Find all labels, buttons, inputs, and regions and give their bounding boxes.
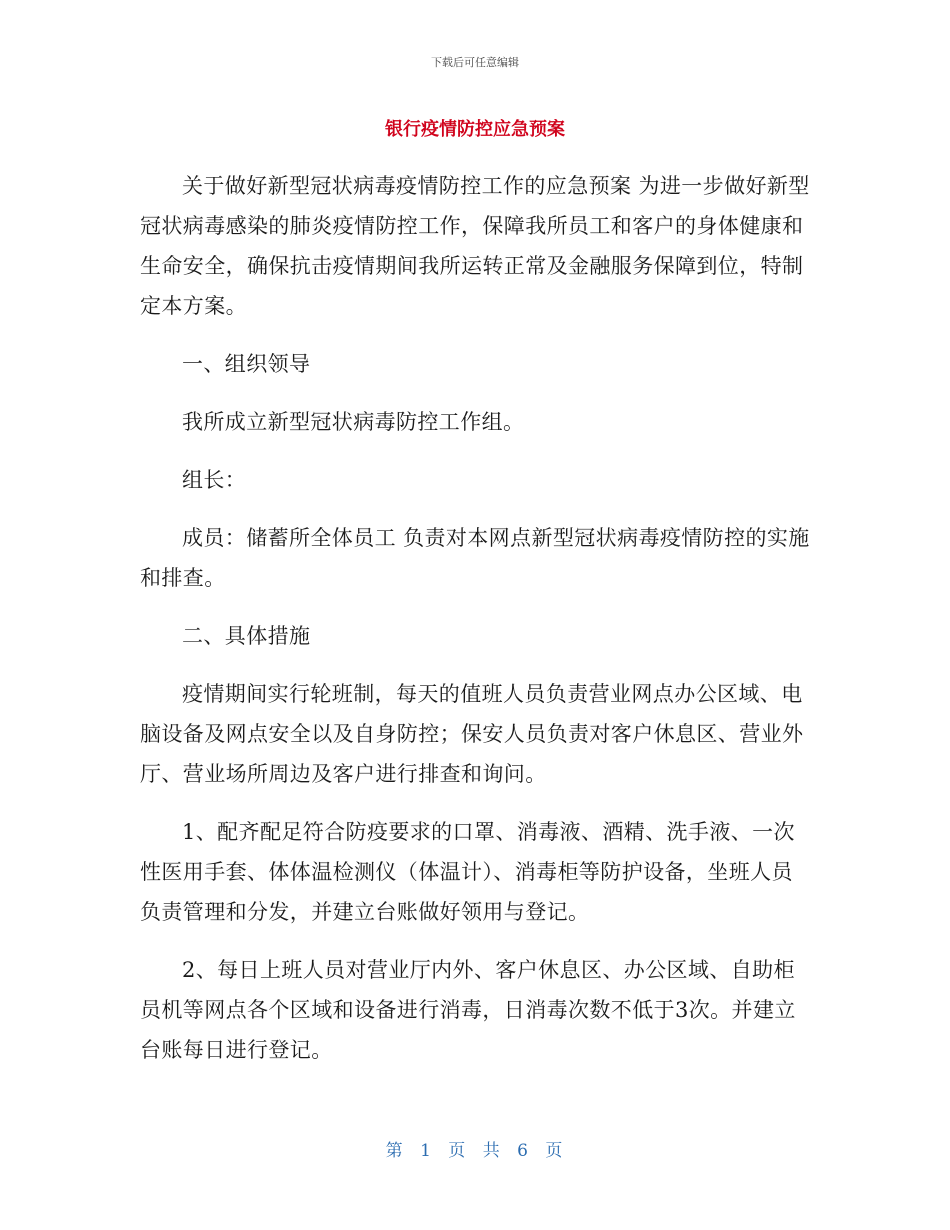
paragraph-disinfection: 2、每日上班人员对营业厅内外、客户休息区、办公区域、自助柜员机等网点各个区域和设备进行消毒，日消毒次数不低于3次。并建立台账每日进行登记。: [140, 958, 796, 1062]
paragraph-shifts: 疫情期间实行轮班制，每天的值班人员负责营业网点办公区域、电脑设备及网点安全以及自身防控；保安人员负责对客户休息区、营业外厅、营业场所周边及客户进行排查和询问。: [140, 682, 804, 786]
paragraph-leader: 组长：: [182, 468, 247, 492]
footer-mid2: 共: [482, 1141, 502, 1161]
header-note: 下载后可任意编辑: [431, 56, 519, 69]
document-body: [140, 166, 812, 1070]
paragraph-supplies: 1、配齐配足符合防疫要求的口罩、消毒液、酒精、洗手液、一次性医用手套、体体温检测仪（体温计）、消毒柜等防护设备，坐班人员负责管理和分发，并建立台账做好领用与登记。: [140, 820, 795, 924]
heading-measures: 二、具体措施: [182, 624, 311, 648]
footer-page-number: 1: [420, 1141, 433, 1161]
paragraph-workgroup: 我所成立新型冠状病毒防控工作组。: [182, 410, 525, 434]
heading-organization: 一、组织领导: [182, 352, 311, 376]
page-footer: [0, 1136, 950, 1161]
footer-total-pages: 6: [517, 1141, 530, 1161]
footer-prefix: 第: [385, 1141, 405, 1161]
paragraph-members: 成员：储蓄所全体员工 负责对本网点新型冠状病毒疫情防控的实施和排查。: [140, 526, 810, 590]
document-title: 银行疫情防控应急预案: [385, 119, 565, 140]
paragraph-intro: 关于做好新型冠状病毒疫情防控工作的应急预案 为进一步做好新型冠状病毒感染的肺炎疫情防控工作，保障我所员工和客户的身体健康和生命安全，确保抗击疫情期间我所运转正常及金融服务保障到位，特制定本方案。: [140, 174, 810, 318]
footer-suffix: 页: [545, 1141, 565, 1161]
footer-mid1: 页: [448, 1141, 468, 1161]
